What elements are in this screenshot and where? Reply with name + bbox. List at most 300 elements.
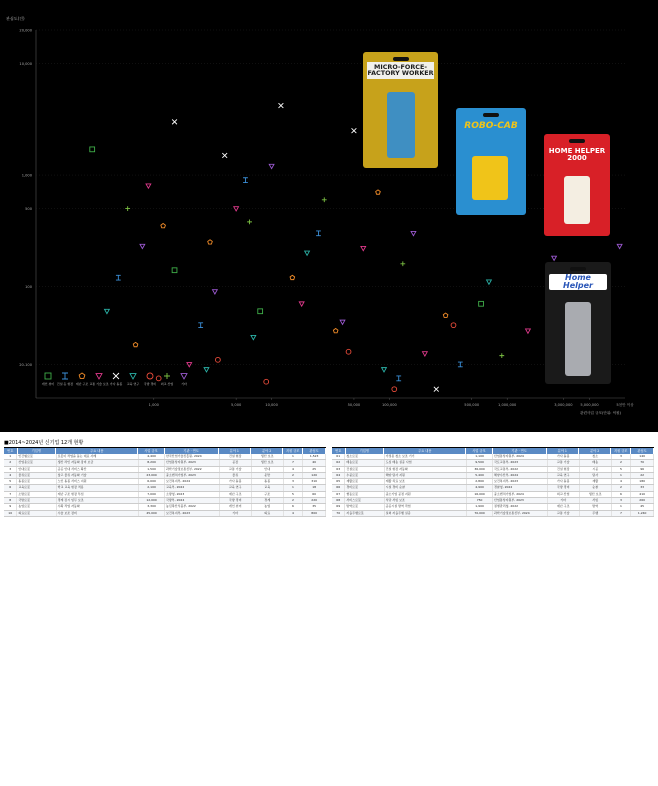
table-cell: 1,100: [467, 454, 493, 459]
legend-label: 국방 경비: [143, 382, 157, 386]
table-cell: 2: [4, 460, 17, 465]
data-point: [204, 368, 209, 372]
table-cell: 25: [303, 467, 326, 472]
table-cell: 45: [631, 504, 654, 509]
factory-worker-figure: [387, 92, 415, 158]
x-tick-label: 3,000,000: [554, 403, 573, 407]
y-tick-label: 20-100: [19, 362, 32, 367]
table-cell: 국토교통부, 2022: [493, 467, 548, 472]
column-header: 관심도: [631, 448, 654, 454]
table-cell: 교육 연구: [220, 485, 252, 490]
x-tick-label: 1,000: [148, 403, 159, 407]
home-helper-figure: [565, 302, 591, 376]
table-cell: 2: [612, 460, 632, 465]
table-cell: 소방로봇: [17, 492, 56, 497]
table-cell: 2,800: [467, 479, 493, 484]
table-cell: 2: [284, 498, 304, 503]
table-cell: 청소로봇: [345, 454, 384, 459]
table-cell: 주행: [580, 511, 612, 516]
data-point: [382, 368, 387, 372]
table-cell: 9: [4, 504, 17, 509]
table-cell: 7: [284, 460, 304, 465]
data-point: [243, 178, 248, 183]
table-cell: 교통 기술: [220, 467, 252, 472]
y-tick-label: 1,000: [21, 173, 32, 178]
table-cell: 국토교통부, 2023: [493, 460, 548, 465]
table-cell: 재난 구조: [548, 504, 580, 509]
table-cell: 개인 취미: [220, 504, 252, 509]
legend-label: 가사 돌봄: [109, 382, 123, 386]
table-cell: 22: [631, 473, 654, 478]
table-cell: 1: [284, 454, 304, 459]
table-cell: 산업통상자원부, 2023: [165, 460, 220, 465]
data-point: [251, 335, 256, 339]
data-point: [172, 119, 177, 124]
table-cell: 3: [284, 479, 304, 484]
table-cell: 재난 구조: [220, 492, 252, 497]
toy-home-helper-title: Home Helper: [549, 274, 607, 290]
legend-marker: [147, 373, 153, 379]
table-cell: 국방 경비: [548, 485, 580, 490]
data-point: [198, 323, 203, 328]
table-cell: 1: [612, 473, 632, 478]
table-cell: 경찰청, 2022: [493, 485, 548, 490]
table-cell: 생산 보조: [252, 454, 284, 459]
table-cell: 45,000: [139, 511, 165, 516]
table-cell: 보건복지부, 2024: [165, 479, 220, 484]
legend-marker: [181, 374, 187, 379]
table-cell: 1: [284, 485, 304, 490]
table-cell: 3: [4, 467, 17, 472]
table-cell: 가사 돌봄: [548, 454, 580, 459]
table-cell: 공공 안내 서비스 확산: [57, 467, 140, 472]
data-point: [222, 153, 227, 158]
column-header: 지원 규모: [611, 448, 631, 454]
table-cell: 국방로봇: [17, 498, 56, 503]
table-cell: 방역: [580, 504, 612, 509]
table-cell: 외교 산업: [548, 492, 580, 497]
table-cell: 인간형로봇: [17, 454, 56, 459]
table-cell: 교육: [252, 485, 284, 490]
table-cell: 건설로봇: [345, 467, 384, 472]
data-point: [499, 353, 504, 358]
table-cell: 교육로봇: [17, 485, 56, 490]
data-point: [187, 363, 192, 367]
data-point: [346, 349, 351, 354]
package-hang-tab: [569, 139, 585, 143]
legend-marker: [96, 374, 102, 379]
table-cell: 410: [631, 492, 654, 497]
table-cell: 1: [4, 454, 17, 459]
table-row: [4, 511, 326, 517]
package-hang-tab: [570, 267, 586, 271]
column-header: 기관 · 연도: [165, 448, 219, 454]
table-cell: 35: [303, 504, 326, 509]
table-cell: 탐사: [580, 473, 612, 478]
legend-label: 교육 연구: [126, 382, 140, 386]
table-cell: 12,000: [139, 498, 165, 503]
legend-label: 기타: [181, 382, 187, 386]
table-cell: 260: [631, 498, 654, 503]
table-cell: 63: [332, 467, 345, 472]
table-cell: 가사 돌봄: [220, 479, 252, 484]
table-title: ■2014~2024년 신기업 12개 현황: [4, 440, 84, 446]
data-point: [422, 352, 427, 356]
table-cell: 18: [303, 485, 326, 490]
data-point: [133, 342, 138, 346]
column-header: 기관 · 연도: [493, 448, 547, 454]
table-cell: 1,240: [631, 511, 654, 516]
table-cell: 보건복지부, 2023: [493, 479, 548, 484]
column-header: 분야 2: [579, 448, 611, 454]
table-cell: 물류로봇: [17, 473, 56, 478]
x-tick-label: 500,000: [464, 403, 480, 407]
toy-robo-cab-title: ROBO-CAB: [460, 122, 522, 131]
table-cell: 건설 현장 자동화: [385, 467, 468, 472]
table-cell: 4: [284, 467, 304, 472]
legend-marker: [130, 374, 136, 379]
table-cell: 안내: [252, 467, 284, 472]
table-cell: 산업용로봇: [17, 460, 56, 465]
legend-marker: [113, 373, 119, 379]
data-point: [290, 275, 295, 279]
table-cell: 3: [612, 498, 632, 503]
table-cell: 소방청, 2023: [165, 492, 220, 497]
table-cell: 돌봄: [252, 479, 284, 484]
x-tick-label: 5,000: [230, 403, 242, 407]
table-cell: 8: [4, 498, 17, 503]
table-cell: 질병관리청, 2022: [493, 504, 548, 509]
data-point: [316, 231, 321, 236]
table-cell: 기타: [548, 498, 580, 503]
x-axis-label: 관련사업 규모(단위: 억원): [579, 411, 621, 415]
table-cell: 61: [332, 454, 345, 459]
data-point: [617, 244, 622, 248]
table-cell: 경비로봇: [345, 485, 384, 490]
table-cell: 교육부, 2022: [165, 485, 220, 490]
table-cell: 창고 물류 자동화 기술: [57, 473, 140, 478]
package-hang-tab: [393, 57, 409, 61]
table-cell: 5: [612, 467, 632, 472]
table-cell: 청소: [580, 454, 612, 459]
data-point: [161, 223, 166, 227]
table-cell: 68: [332, 498, 345, 503]
table-cell: 수확 작업 자동화: [57, 504, 140, 509]
table-cell: 재활: [580, 479, 612, 484]
legend-label: 외교 산업: [160, 382, 174, 386]
data-tables: [0, 438, 658, 786]
table-cell: 64: [332, 473, 345, 478]
table-cell: 중소기업 공정 지원: [385, 492, 468, 497]
table-cell: 구조: [252, 492, 284, 497]
table-cell: 수중로봇: [345, 473, 384, 478]
legend-label: 재난 구조: [75, 382, 89, 386]
table-cell: 학교 교육 현장 적용: [57, 485, 140, 490]
table-cell: 중소벤처기업부, 2023: [165, 473, 220, 478]
table-cell: 해양수산부, 2024: [493, 473, 548, 478]
table-cell: 4: [284, 511, 304, 516]
column-header: 지원 규모: [283, 448, 303, 454]
toy-factory-worker-package: [363, 52, 438, 168]
data-point: [156, 376, 161, 381]
table-cell: 96: [631, 467, 654, 472]
table-left: [4, 447, 326, 517]
table-cell: 수술 보조 장비: [57, 511, 140, 516]
table-cell: 66: [332, 485, 345, 490]
table-cell: 6: [284, 504, 304, 509]
data-point: [208, 240, 213, 244]
data-point: [411, 231, 416, 235]
table-cell: 5,400: [467, 473, 493, 478]
table-cell: 해양 탐사 지원: [385, 473, 468, 478]
table-cell: 시공: [580, 467, 612, 472]
table-cell: 1,523: [303, 454, 326, 459]
table-cell: 국방부, 2024: [165, 498, 220, 503]
table-cell: 운반: [252, 473, 284, 478]
x-tick-label: 10,000: [265, 403, 278, 407]
table-cell: 33: [631, 485, 654, 490]
table-cell: 70: [332, 511, 345, 516]
robo-cab-figure: [472, 156, 508, 200]
y-tick-label: 20,000: [19, 28, 32, 33]
data-point: [258, 309, 263, 314]
column-header: 사업 규모: [466, 448, 492, 454]
table-cell: 생산 보조: [252, 460, 284, 465]
table-cell: 국방 경비: [220, 498, 252, 503]
data-point: [361, 246, 366, 250]
table-cell: 40: [303, 460, 326, 465]
data-point: [396, 376, 401, 381]
package-hang-tab: [483, 113, 499, 117]
data-point: [376, 190, 381, 194]
data-point: [172, 268, 177, 273]
data-point: [299, 302, 304, 306]
table-cell: 36,000: [467, 467, 493, 472]
data-point: [215, 357, 220, 362]
data-point: [322, 197, 327, 202]
column-header: 관심도: [303, 448, 326, 454]
table-cell: 배송로봇: [345, 460, 384, 465]
column-header: 분야 2: [251, 448, 283, 454]
table-cell: 4: [612, 479, 632, 484]
table-cell: 6,000: [139, 479, 165, 484]
table-cell: 보건복지부, 2023: [165, 511, 220, 516]
table-cell: 2,100: [139, 485, 165, 490]
table-right: [332, 447, 654, 517]
table-cell: 생산 라인 자동화 장비 보급: [57, 460, 140, 465]
table-cell: 서빙: [580, 498, 612, 503]
table-cell: 70: [631, 460, 654, 465]
table-cell: 로봇이 작업을 돕는 대표 사례: [57, 454, 140, 459]
data-point: [116, 275, 121, 280]
column-header: 주요 내용: [384, 448, 466, 454]
table-cell: 교육 연구: [548, 473, 580, 478]
toy-home-helper-package: [545, 262, 611, 384]
column-header: 분야 1: [219, 448, 251, 454]
table-cell: 1: [612, 504, 632, 509]
table-cell: 생산 보조: [580, 492, 612, 497]
data-point: [392, 387, 397, 392]
data-point: [305, 251, 310, 255]
table-row: [332, 511, 654, 517]
data-point: [487, 280, 492, 284]
table-cell: 물류: [220, 473, 252, 478]
table-cell: 농업: [252, 504, 284, 509]
table-cell: 60: [303, 492, 326, 497]
legend-marker: [62, 373, 68, 379]
table-cell: 2: [612, 485, 632, 490]
x-tick-label: 100,000: [381, 403, 397, 407]
table-cell: 재활로봇: [345, 479, 384, 484]
column-header: 기업명: [18, 448, 57, 454]
column-header: 번호: [332, 448, 346, 454]
table-cell: 배송: [580, 460, 612, 465]
column-header: 번호: [4, 448, 18, 454]
table-cell: 7: [4, 492, 17, 497]
table-cell: 농림축산식품부, 2022: [165, 504, 220, 509]
table-cell: 가사 돌봄: [548, 479, 580, 484]
legend-marker: [79, 373, 85, 378]
table-cell: 65: [332, 479, 345, 484]
table-cell: 23,000: [139, 473, 165, 478]
data-point: [125, 206, 130, 211]
table-cell: 건설 현장: [548, 467, 580, 472]
table-cell: 16,000: [467, 492, 493, 497]
table-cell: 노인 돌봄 서비스 지원: [57, 479, 140, 484]
table-cell: 자율주행로봇: [345, 511, 384, 516]
table-cell: 서비스로봇: [345, 498, 384, 503]
table-cell: 800: [303, 511, 326, 516]
data-point: [146, 184, 151, 188]
x-tick-label: 50,000: [347, 403, 361, 407]
table-cell: 교통 기술: [548, 511, 580, 516]
data-point: [269, 164, 274, 168]
table-cell: 3: [612, 454, 632, 459]
toy-home-helper-2000-package: [544, 134, 610, 236]
data-point: [212, 290, 217, 294]
data-point: [400, 261, 405, 266]
legend-label: 건설 등 현장: [56, 382, 74, 386]
legend-marker: [164, 373, 170, 379]
toy-home-helper-2000-title: HOME HELPER 2000: [548, 147, 606, 162]
data-point: [105, 309, 110, 313]
table-cell: 7,000: [139, 492, 165, 497]
table-cell: 산업통상자원부, 2024: [493, 454, 548, 459]
table-cell: 한국산업기술진흥원, 2024: [165, 454, 220, 459]
table-cell: 도심 배송 실증 사업: [385, 460, 468, 465]
column-header: 기업명: [346, 448, 385, 454]
table-cell: 기타: [220, 511, 252, 516]
data-point: [264, 379, 269, 384]
table-cell: 140: [631, 454, 654, 459]
table-cell: 식당 서빙 보조: [385, 498, 468, 503]
table-cell: 310: [303, 479, 326, 484]
table-cell: 4,400: [139, 454, 165, 459]
table-cell: 180: [631, 479, 654, 484]
table-cell: 실외 자율주행 실증: [385, 511, 468, 516]
legend-label: 개인 취미: [41, 382, 55, 386]
column-header: 사업 규모: [138, 448, 164, 454]
y-axis-label: 관심도(건): [6, 16, 25, 21]
y-tick-label: 100: [25, 284, 32, 289]
table-cell: 교통 기술: [548, 460, 580, 465]
table-cell: 건설 현장: [220, 454, 252, 459]
table-cell: 7: [612, 511, 632, 516]
table-cell: 과학기술정보통신부, 2022: [165, 467, 220, 472]
data-point: [140, 244, 145, 248]
table-cell: 공공시설 방역 작업: [385, 504, 468, 509]
y-tick-label: 500: [25, 206, 32, 211]
table-cell: 가정용 청소 보조 기기: [385, 454, 468, 459]
table-cell: 재활 치료 보조: [385, 479, 468, 484]
table-cell: 4,900: [467, 485, 493, 490]
data-point: [479, 301, 484, 306]
table-cell: 1,500: [139, 467, 165, 472]
table-cell: 경계: [252, 498, 284, 503]
y-tick-label: 10,000: [19, 61, 32, 66]
legend-marker: [45, 373, 51, 379]
data-point: [340, 320, 345, 324]
table-cell: 시설 경비 순찰: [385, 485, 468, 490]
x-tick-label: 5,000,000: [580, 403, 599, 407]
toy-robo-cab-package: [456, 108, 526, 215]
table-cell: 10: [4, 511, 17, 516]
table-cell: 8,200: [139, 460, 165, 465]
data-point: [434, 387, 439, 392]
table-cell: 62: [332, 460, 345, 465]
table-cell: 중소벤처기업부, 2024: [493, 492, 548, 497]
data-point: [552, 256, 557, 260]
table-cell: 3,300: [139, 504, 165, 509]
data-point: [247, 219, 252, 224]
data-point: [333, 328, 338, 332]
table-cell: 120: [303, 473, 326, 478]
table-cell: 재난 구조 현장 투입: [57, 492, 140, 497]
data-point: [234, 207, 239, 211]
table-cell: 1,900: [467, 504, 493, 509]
data-point: [526, 329, 531, 333]
table-cell: 2: [284, 473, 304, 478]
table-cell: 69: [332, 504, 345, 509]
column-header: 분야 1: [547, 448, 579, 454]
table-cell: 220: [303, 498, 326, 503]
table-cell: 의료로봇: [17, 511, 56, 516]
table-cell: 돌봄로봇: [17, 479, 56, 484]
data-point: [451, 323, 456, 328]
home-helper-2000-figure: [564, 176, 590, 224]
data-point: [90, 147, 95, 152]
data-point: [443, 313, 448, 317]
table-cell: 6: [4, 485, 17, 490]
table-cell: 70,000: [467, 511, 493, 516]
table-cell: 공장: [220, 460, 252, 465]
table-cell: 750: [467, 498, 493, 503]
toy-factory-worker-title: MICRO-FORCE- FACTORY WORKER: [367, 63, 434, 78]
table-cell: 4: [4, 473, 17, 478]
table-cell: 5: [4, 479, 17, 484]
data-point: [279, 103, 284, 108]
table-cell: 안내로봇: [17, 467, 56, 472]
table-cell: 경계 감시 임무 보조: [57, 498, 140, 503]
x-tick-label: 1,000,000: [498, 403, 517, 407]
x-tick-label: 5천만 이상: [616, 403, 634, 407]
table-cell: 67: [332, 492, 345, 497]
legend-label: 교통 기술 보조: [89, 382, 109, 386]
table-cell: 과학기술정보통신부, 2024: [493, 511, 548, 516]
table-cell: 산업통상자원부, 2023: [493, 498, 548, 503]
table-cell: 6: [612, 492, 632, 497]
data-point: [352, 128, 357, 133]
